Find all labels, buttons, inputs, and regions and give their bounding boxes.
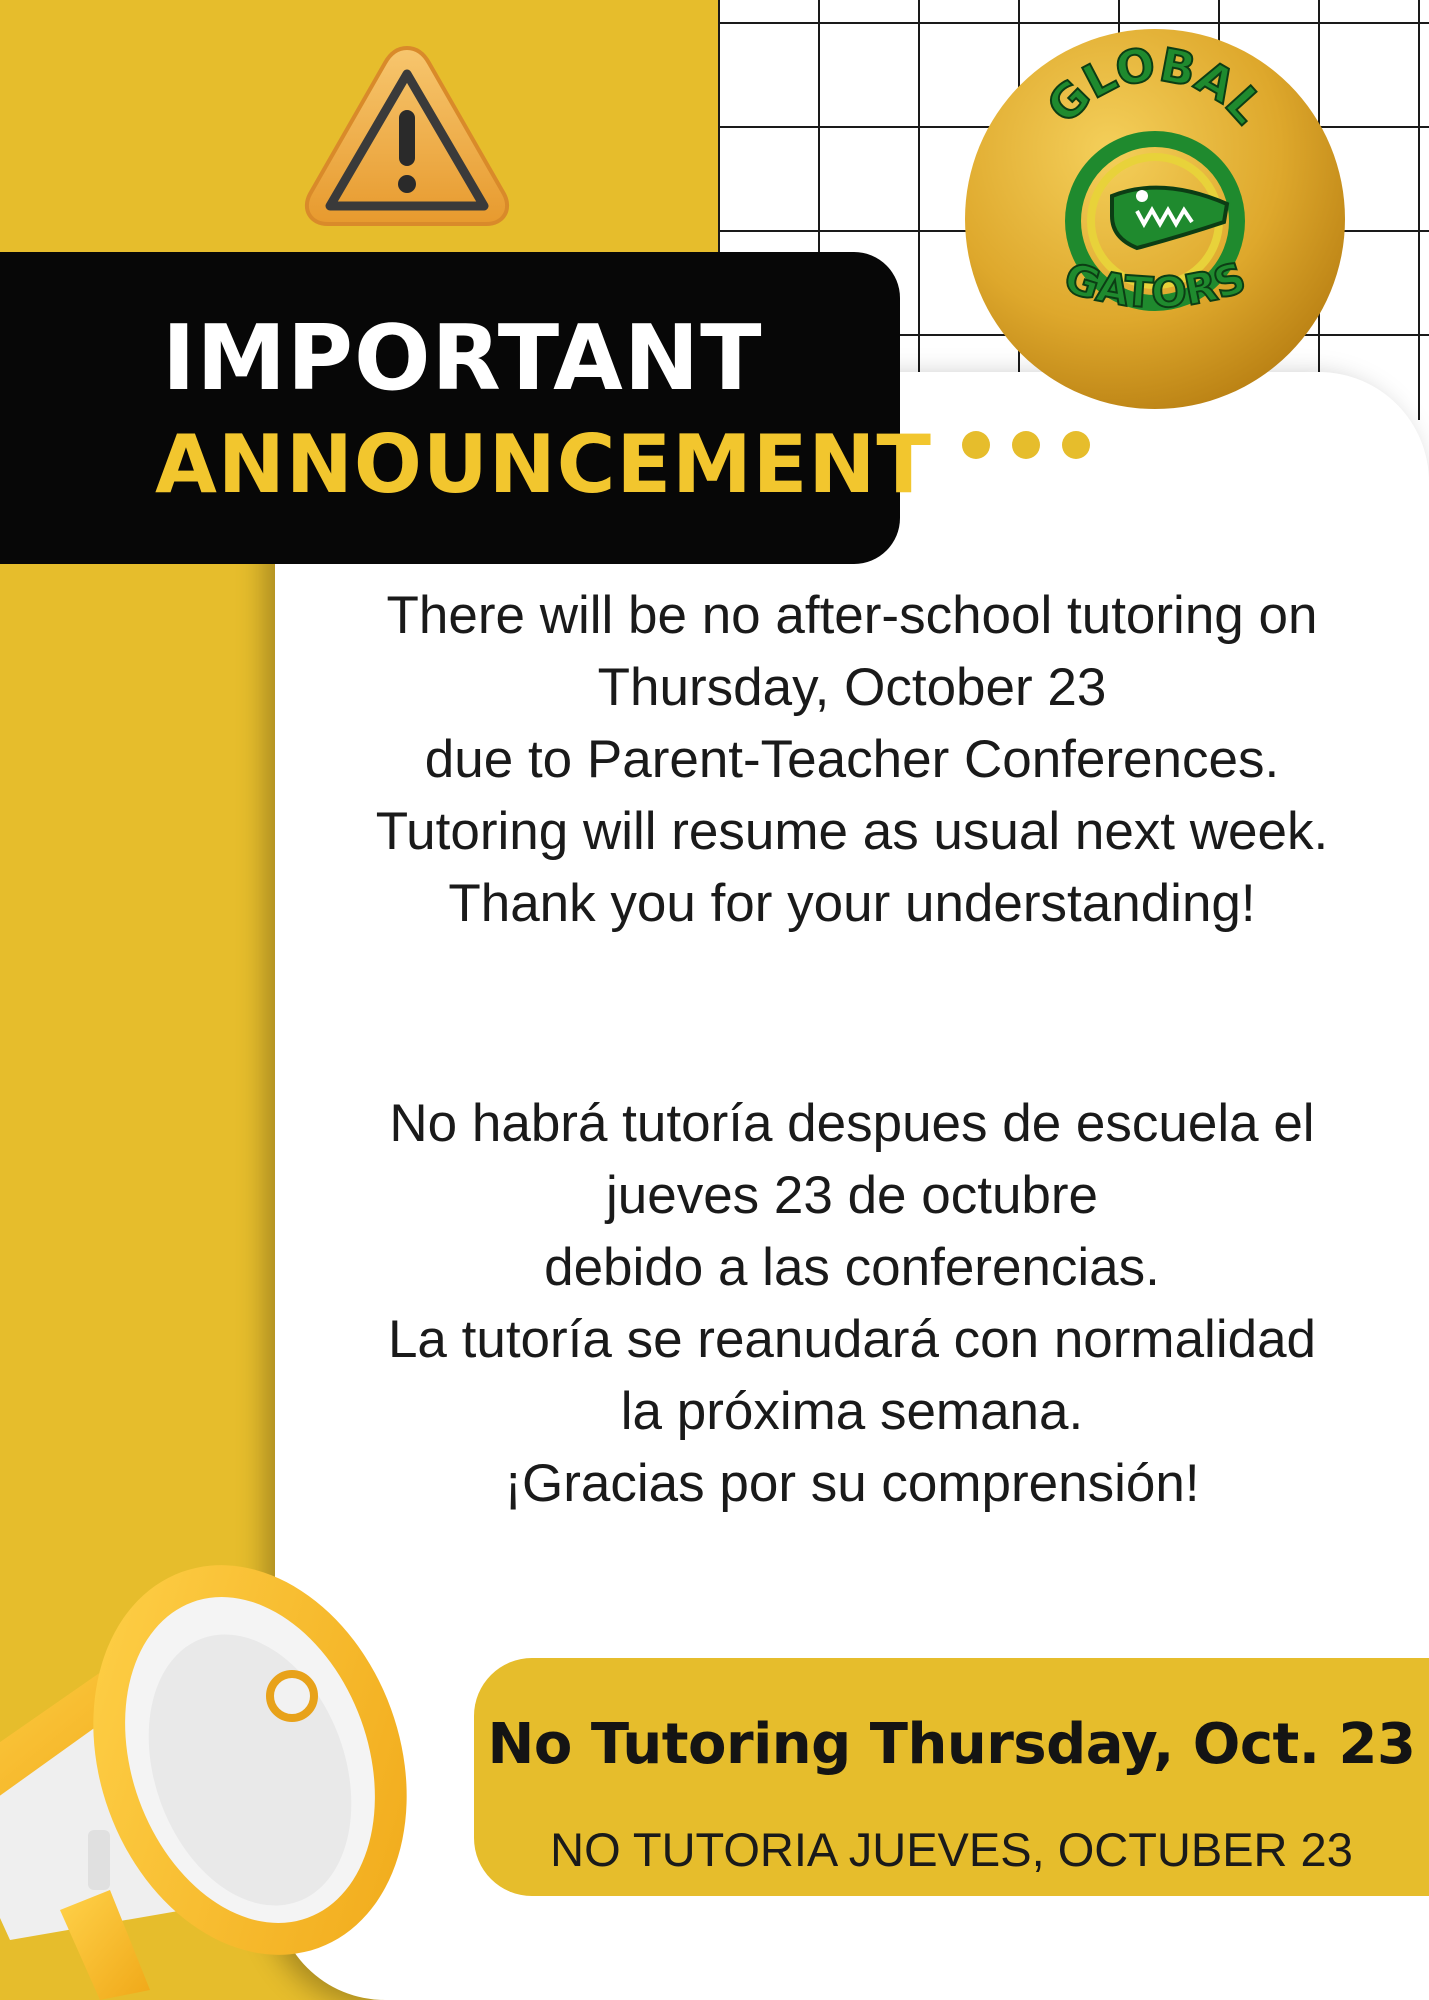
- title-announcement: ANNOUNCEMENT: [155, 418, 932, 511]
- message-line: Tutoring will resume as usual next week.: [375, 802, 1329, 861]
- title-important: IMPORTANT: [162, 306, 763, 411]
- logo-top-text: GLOBAL: [1036, 36, 1275, 134]
- message-english: [275, 580, 1429, 940]
- message-line: jueves 23 de octubre: [605, 1166, 1099, 1225]
- message-line: la próxima semana.: [620, 1382, 1084, 1441]
- message-line: debido a las conferencias.: [544, 1238, 1160, 1297]
- dot: [962, 431, 990, 459]
- ellipsis-dots-icon: [962, 431, 1092, 461]
- message-spanish: [275, 1088, 1429, 1520]
- dot: [1062, 431, 1090, 459]
- message-line: La tutoría se reanudará con normalidad: [387, 1310, 1317, 1369]
- logo-bottom-text: GATORS: [1058, 252, 1252, 318]
- megaphone-icon: [0, 1470, 440, 2000]
- message-line: ¡Gracias por su comprensión!: [504, 1454, 1200, 1513]
- banner-english: No Tutoring Thursday, Oct. 23: [487, 1712, 1416, 1777]
- global-gators-logo: [962, 26, 1348, 412]
- warning-icon: [298, 34, 516, 234]
- message-line: due to Parent-Teacher Conferences.: [424, 730, 1280, 789]
- banner-spanish: NO TUTORIA JUEVES, OCTUBER 23: [550, 1823, 1353, 1876]
- message-line: No habrá tutoría despues de escuela el: [389, 1094, 1315, 1153]
- dot: [1012, 431, 1040, 459]
- message-line: There will be no after-school tutoring on: [386, 586, 1318, 645]
- message-line: Thank you for your understanding!: [448, 874, 1256, 933]
- message-line: Thursday, October 23: [597, 658, 1107, 717]
